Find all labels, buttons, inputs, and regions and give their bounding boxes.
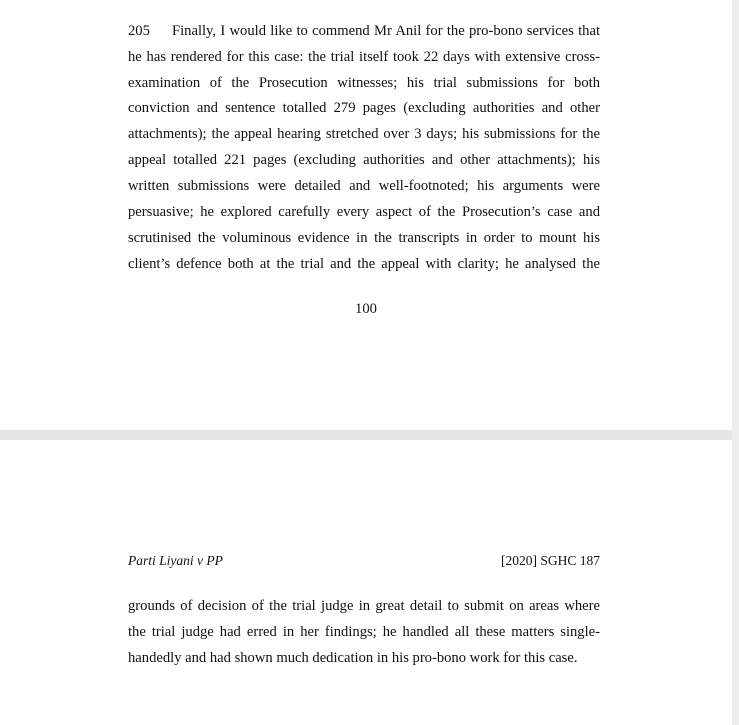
paragraph-line: examination of the Prosecution witnesses; his trial submissions for both <box>128 75 600 91</box>
paragraph-line: attachments); the appeal hearing stretched over 3 days; his submissions for the <box>128 126 600 142</box>
paragraph-line: written submissions were detailed and well-footnoted; his arguments were <box>128 178 600 194</box>
running-header-citation: [2020] SGHC 187 <box>500 553 600 568</box>
paragraph-line: Finally, I would like to commend Mr Anil for the pro-bono services that <box>172 23 600 39</box>
running-header-case-name: Parti Liyani v PP <box>128 553 223 568</box>
paragraph-number: 205 <box>128 23 150 39</box>
viewer-scroll-edge <box>732 0 739 725</box>
paragraph-line: handedly and had shown much dedication in his pro-bono work for this case. <box>128 650 578 666</box>
paragraph-line: scrutinised the voluminous evidence in the transcripts in order to mount his <box>128 230 600 246</box>
paragraph-line: appeal totalled 221 pages (excluding authorities and other attachments); his <box>128 152 600 168</box>
paragraph-line: persuasive; he explored carefully every aspect of the Prosecution’s case and <box>128 204 600 220</box>
paragraph-line: the trial judge had erred in her findings; he handled all these matters single- <box>128 624 600 640</box>
paragraph-line: client’s defence both at the trial and the appeal with clarity; he analysed the <box>128 256 600 272</box>
paragraph-line: conviction and sentence totalled 279 pages (excluding authorities and other <box>128 100 600 116</box>
paragraph-line: grounds of decision of the trial judge in great detail to submit on areas where <box>128 598 600 614</box>
document-page-101 <box>0 440 732 725</box>
page-number: 100 <box>355 301 377 317</box>
paragraph-line: he has rendered for this case: the trial itself took 22 days with extensive cross- <box>128 49 600 65</box>
